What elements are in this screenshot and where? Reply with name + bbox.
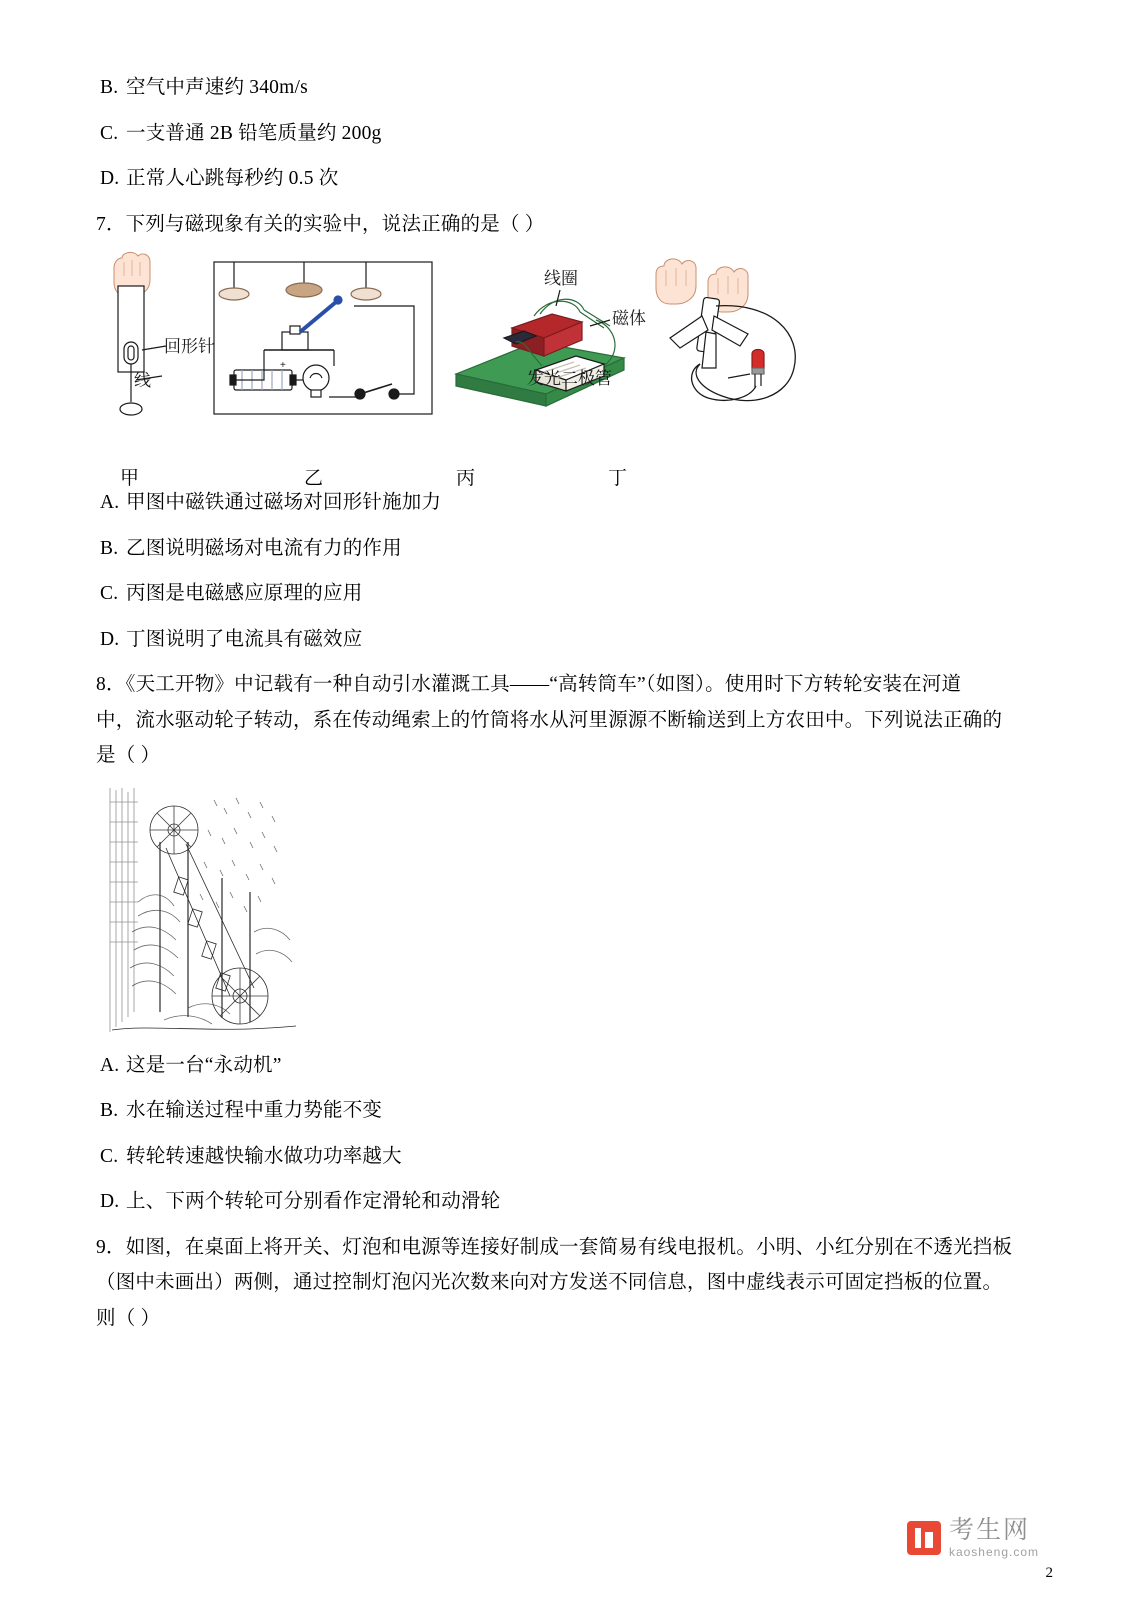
- option-text: 甲图中磁铁通过磁场对回形针施加力: [126, 492, 442, 513]
- figure-label-paperclip: 回形针: [164, 337, 215, 356]
- figure-label-coil: 线圈: [544, 269, 578, 288]
- question-7-stem: 7．下列与磁现象有关的实验中，说法正确的是（ ）: [96, 213, 545, 235]
- page-content: [96, 78, 1036, 1344]
- option-row: [96, 1147, 1036, 1167]
- option-label: A.: [100, 1054, 120, 1076]
- figure-label-led: 发光二极管: [527, 369, 612, 388]
- question-7-figure: [104, 246, 804, 461]
- option-text: 上、下两个转轮可分别看作定滑轮和动滑轮: [126, 1191, 501, 1212]
- option-row: [96, 493, 1036, 513]
- option-text: 转轮转速越快输水做功功率越大: [126, 1145, 402, 1167]
- watermark-text: [949, 1518, 1039, 1558]
- page-number: 2: [1045, 1565, 1053, 1581]
- watermark-logo-icon: [907, 1521, 941, 1555]
- svg-text:+: +: [280, 360, 286, 371]
- option-row: [96, 169, 1036, 189]
- option-row: [96, 539, 1036, 559]
- option-text: 水在输送过程中重力势能不变: [126, 1100, 383, 1121]
- option-label: D.: [100, 1191, 120, 1212]
- option-label: C.: [100, 583, 119, 604]
- watermark: [907, 1518, 1039, 1558]
- option-text: 一支普通 2B 铅笔质量约 200g: [126, 122, 382, 144]
- option-label: D.: [100, 628, 120, 650]
- option-text: 丙图是电磁感应原理的应用: [126, 583, 363, 604]
- watermark-en: kaosheng.com: [948, 1545, 1039, 1559]
- watermark-cn: 考生网: [948, 1516, 1030, 1544]
- panel-label-yi: 乙: [304, 468, 324, 489]
- option-label: B.: [100, 77, 119, 98]
- question-9-stem-line-2: （图中未画出）两侧，通过控制灯泡闪光次数来向对方发送不同信息，图中虚线表示可固定挡板的位置。: [96, 1272, 1003, 1293]
- option-row: [96, 124, 1036, 144]
- option-row: [96, 584, 1036, 604]
- question-9-stem-line-1: 9．如图，在桌面上将开关、灯泡和电源等连接好制成一套简易有线电报机。小明、小红分别在不透光挡板: [96, 1236, 1013, 1258]
- option-row: [96, 78, 1036, 98]
- option-label: C.: [100, 1145, 119, 1167]
- question-8-stem-line-3: 是（ ）: [96, 745, 161, 766]
- figure-label-thread: 线: [134, 371, 151, 390]
- question-9-stem-line-3: 则（ ）: [96, 1307, 161, 1329]
- option-row: [96, 1101, 1036, 1121]
- option-label: A.: [100, 492, 120, 513]
- question-8-stem-line-2: 中，流水驱动轮子转动，系在传动绳索上的竹筒将水从河里源源不断输送到上方农田中。下列说法正确的: [96, 709, 1003, 731]
- question-8-figure: [104, 782, 304, 1042]
- option-label: D.: [100, 168, 120, 189]
- option-row: [96, 630, 1036, 650]
- option-label: B.: [100, 537, 119, 559]
- option-text: 空气中声速约 340m/s: [126, 77, 308, 98]
- panel-label-bing: 丙: [456, 468, 476, 489]
- panel-label-jia: 甲: [120, 468, 140, 489]
- option-text: 这是一台“永动机”: [126, 1054, 282, 1076]
- option-text: 丁图说明了电流具有磁效应: [126, 628, 363, 650]
- option-text: 正常人心跳每秒约 0.5 次: [126, 168, 339, 189]
- figure-label-magnet: 磁体: [612, 309, 646, 328]
- question-8-stem-line-1: 8．《天工开物》中记载有一种自动引水灌溉工具——“高转筒车”（如图）。使用时下方转轮安装在河道: [96, 674, 962, 695]
- panel-label-ding: 丁: [608, 468, 628, 489]
- option-row: [96, 1192, 1036, 1212]
- option-text: 乙图说明磁场对电流有力的作用: [126, 537, 402, 559]
- question-7-panel-labels: [104, 463, 804, 493]
- option-label: C.: [100, 122, 119, 144]
- option-row: [96, 1056, 1036, 1076]
- option-label: B.: [100, 1100, 119, 1121]
